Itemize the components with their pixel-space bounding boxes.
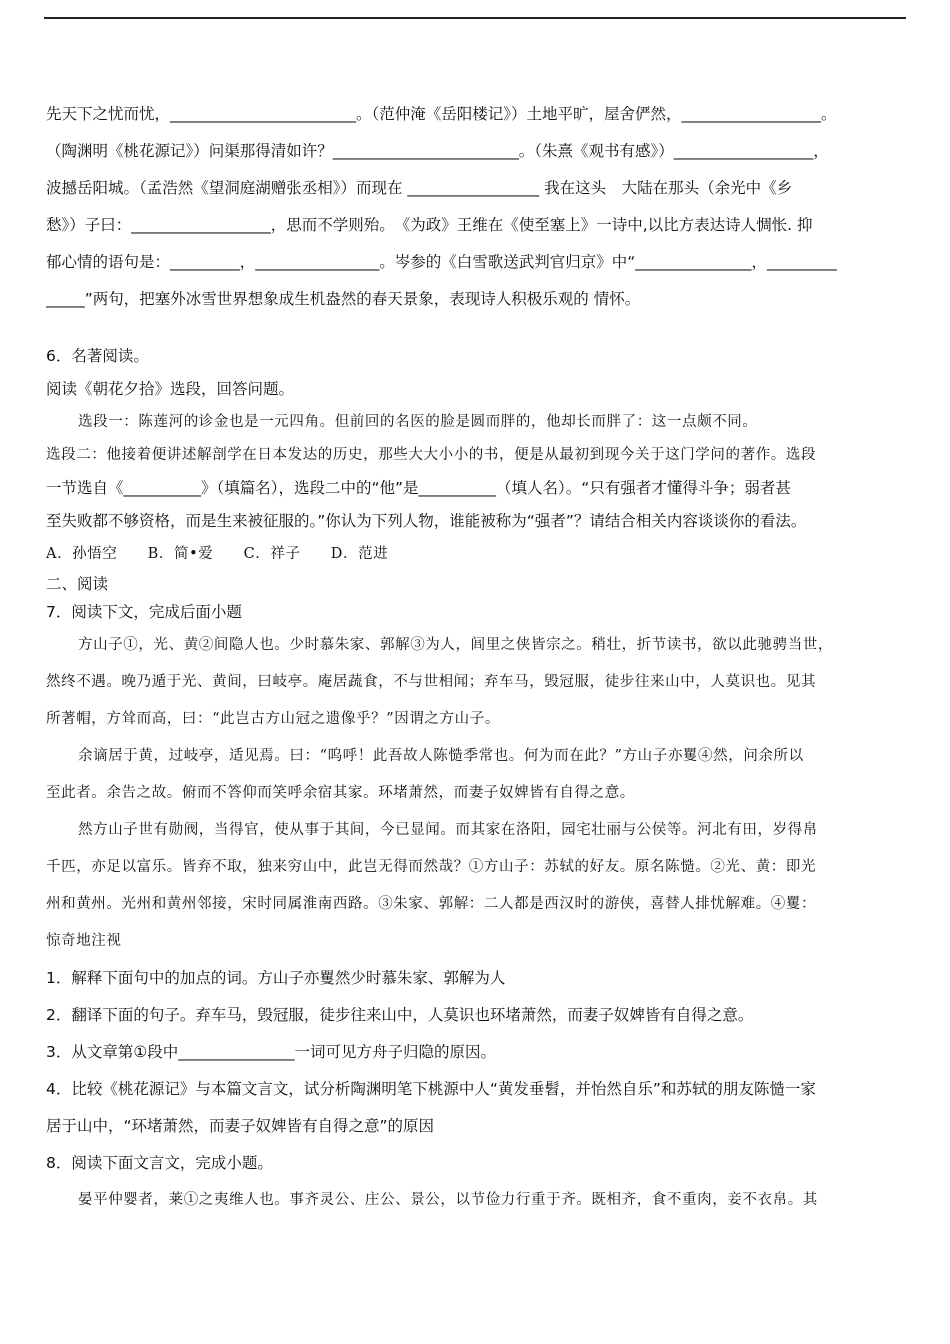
fill-blank-line-3: 波撼岳阳城。（孟浩然《望洞庭湖赠张丞相》）而现在 _________________ 我在这头 大陆在那头（余光中《乡: [46, 179, 793, 197]
fill-blank-line-6: _____”两句，把塞外冰雪世界想象成生机盎然的春天景象，表现诗人积极乐观的 情怀。: [46, 290, 641, 308]
q6-title: 6．名著阅读。: [46, 347, 149, 365]
q6-options: A．孙悟空 B．简•爱 C．祥子 D．范进: [46, 546, 389, 562]
q6-excerpt-1: 选段一：陈莲河的诊金也是一元四角。但前回的名医的脸是圆而胖的，他却长而胖了：这一点颇不同。: [78, 414, 758, 430]
q7-sub-question-1: 1．解释下面句中的加点的词。方山子亦矍然少时慕朱家、郭解为人: [46, 969, 506, 987]
q7-passage-p1-1: 方山子①，光、黄②间隐人也。少时慕朱家、郭解③为人，闾里之侠皆宗之。稍壮，折节读书，欲以此驰骋当世，: [78, 637, 833, 653]
document-page: [46, 96, 906, 1219]
q6-intro: 阅读《朝花夕拾》选段，回答问题。: [46, 380, 295, 398]
fill-blank-line-1: 先天下之忧而忧，________________________。（范仲淹《岳阳楼记》）土地平旷，屋舍俨然，__________________。: [46, 105, 837, 123]
q7-sub-question-2: 2．翻译下面的句子。弃车马，毁冠服，徒步往来山中，人莫识也环堵萧然，而妻子奴婢皆有自得之意。: [46, 1006, 754, 1024]
q7-sub-question-4-line-2: 居于山中，“环堵萧然，而妻子奴婢皆有自得之意”的原因: [46, 1117, 435, 1135]
q7-passage-p2-1: 余谪居于黄，过岐亭，适见焉。曰：“呜呼！此吾故人陈慥季常也。何为而在此？”方山子亦矍④然，问余所以: [78, 748, 804, 764]
q7-sub-question-4-line-1: 4．比较《桃花源记》与本篇文言文，试分析陶渊明笔下桃源中人“黄发垂髫，并怡然自乐”和苏轼的朋友陈慥一家: [46, 1080, 816, 1098]
fill-blank-line-5: 郁心情的语句是：_________，________________。岑参的《白雪歌送武判官归京》中“_______________，_________: [46, 253, 837, 271]
header-rule: [44, 17, 906, 19]
q7-passage-p1-2: 然终不遇。晚乃遁于光、黄间，曰岐亭。庵居蔬食，不与世相闻；弃车马，毁冠服，徒步往来山中，人莫识也。见其: [46, 674, 817, 690]
q8-passage-line-1: 晏平仲婴者，莱①之夷维人也。事齐灵公、庄公、景公，以节俭力行重于齐。既相齐，食不重肉，妾不衣帛。其: [78, 1192, 818, 1208]
q7-passage-p2-2: 至此者。余告之故。俯而不答仰而笑呼余宿其家。环堵萧然，而妻子奴婢皆有自得之意。: [46, 785, 635, 801]
section-heading: 二、阅读: [46, 575, 109, 593]
q7-passage-p3-1: 然方山子世有勋阀，当得官，使从事于其间，今已显闻。而其家在洛阳，园宅壮丽与公侯等。河北有田，岁得帛: [78, 822, 818, 838]
q8-title: 8．阅读下面文言文，完成小题。: [46, 1154, 273, 1172]
fill-blank-line-4: 愁》）子曰：__________________，思而不学则殆。 《为政》王维在《使至塞上》一诗中,以比方表达诗人惆怅. 抑: [46, 216, 813, 234]
q6-excerpt-2: 选段二：他接着便讲述解剖学在日本发达的历史，那些大大小小的书，便是从最初到现今关于这门学问的著作。选段: [46, 447, 817, 463]
q6-question-line-2: 至失败都不够资格，而是生来被征服的。”你认为下列人物，谁能被称为“强者”？请结合相关内容谈谈你的看法。: [46, 512, 807, 530]
q7-title: 7．阅读下文，完成后面小题: [46, 603, 242, 621]
q7-passage-p3-4: 惊奇地注视: [46, 933, 122, 949]
q7-passage-p3-3: 州和黄州。光州和黄州邻接，宋时同属淮南西路。③朱家、郭解：二人都是西汉时的游侠，喜替人排忧解难。④矍：: [46, 896, 817, 912]
q6-question-line-1: 一节选自《__________》（填篇名），选段二中的“他”是__________（填人名）。“只有强者才懂得斗争；弱者甚: [46, 479, 791, 497]
q7-passage-p3-2: 千匹，亦足以富乐。皆弃不取，独来穷山中，此岂无得而然哉？①方山子：苏轼的好友。原名陈慥。②光、黄：即光: [46, 859, 817, 875]
q7-sub-question-3: 3．从文章第①段中_______________一词可见方舟子归隐的原因。: [46, 1043, 497, 1061]
q7-passage-p1-3: 所著帽，方耸而高，曰：“此岂古方山冠之遗像乎？”因谓之方山子。: [46, 711, 500, 727]
fill-blank-line-2: （陶渊明《桃花源记》）问渠那得清如许？________________________。（朱熹《观书有感》）__________________，: [46, 142, 829, 160]
